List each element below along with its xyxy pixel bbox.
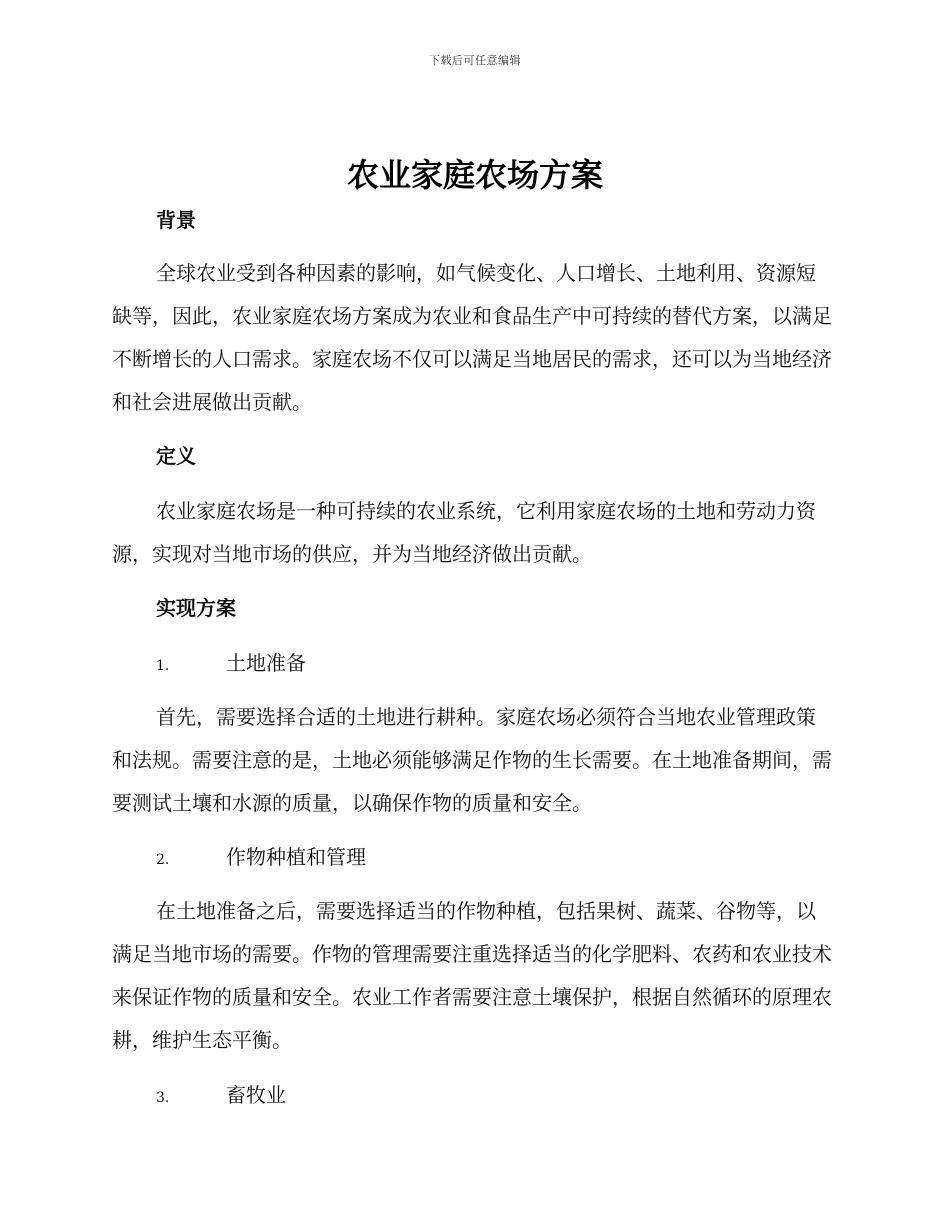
paragraph-crop-management: 在土地准备之后，需要选择适当的作物种植，包括果树、蔬菜、谷物等，以满足当地市场的需要。作物的管理需要注重选择适当的化学肥料、农药和农业技术来保证作物的质量和安全。农业工作者需要注意土壤保护，根据自然循环的原理农耕，维护生态平衡。 — [112, 899, 832, 1052]
list-item-label: 土地准备 — [226, 651, 306, 675]
paragraph-land-prep: 首先，需要选择合适的土地进行耕种。家庭农场必须符合当地农业管理政策和法规。需要注意的是，土地必须能够满足作物的生长需要。在土地准备期间，需要测试土壤和水源的质量，以确保作物的质量和安全。 — [112, 705, 832, 815]
list-item-number: 1. — [156, 658, 170, 674]
list-item-label: 畜牧业 — [226, 1083, 286, 1107]
section-heading-background: 背景 — [156, 208, 196, 232]
list-item-number: 3. — [156, 1090, 170, 1106]
list-item-livestock — [156, 1080, 286, 1113]
paragraph-definition: 农业家庭农场是一种可持续的农业系统，它利用家庭农场的土地和劳动力资源，实现对当地市场的供应，并为当地经济做出贡献。 — [112, 499, 816, 566]
section-heading-definition: 定义 — [156, 444, 196, 468]
section-heading-plan: 实现方案 — [156, 596, 236, 620]
paragraph-background: 全球农业受到各种因素的影响，如气候变化、人口增长、土地利用、资源短缺等，因此，农业家庭农场方案成为农业和食品生产中可持续的替代方案，以满足不断增长的人口需求。家庭农场不仅可以满足当地居民的需求，还可以为当地经济和社会进展做出贡献。 — [112, 261, 832, 414]
list-item-number: 2. — [156, 852, 170, 868]
document-title: 农业家庭农场方案 — [346, 156, 603, 194]
list-item-land-prep — [156, 648, 306, 681]
list-item-crop-management — [156, 842, 366, 875]
header-note: 下载后可任意编辑 — [429, 54, 521, 67]
list-item-label: 作物种植和管理 — [226, 845, 366, 869]
